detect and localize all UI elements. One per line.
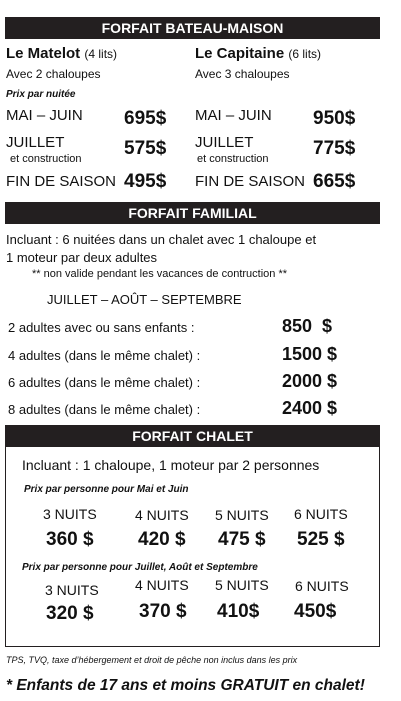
matelot-boats: Avec 2 chaloupes xyxy=(6,67,101,81)
chalet-price: 475 $ xyxy=(218,529,266,550)
familial-row-label: 4 adultes (dans le même chalet) : xyxy=(8,348,201,363)
familial-row-price: 2400 $ xyxy=(282,398,338,418)
familial-includes-line2: 1 moteur par deux adultes xyxy=(6,250,158,265)
capitaine-title: Le Capitaine (6 lits) xyxy=(195,45,322,62)
capitaine-boats: Avec 3 chaloupes xyxy=(195,67,290,81)
chalet-nights: 3 NUITS xyxy=(45,582,99,598)
familial-months: JUILLET – AOÛT – SEPTEMBRE xyxy=(47,292,242,307)
enfants-gratuit: * Enfants de 17 ans et moins GRATUIT en chalet! xyxy=(6,677,365,694)
bateau-row-label: MAI – JUIN xyxy=(195,107,272,124)
bateau-capitaine-price: 775$ xyxy=(313,138,356,159)
bateau-row-label: MAI – JUIN xyxy=(6,107,83,124)
bateau-capitaine-price: 950$ xyxy=(313,108,356,129)
chalet-ete-label: Prix par personne pour Juillet, Août et Septembre xyxy=(22,562,258,573)
chalet-nights: 5 NUITS xyxy=(215,507,269,523)
chalet-price: 420 $ xyxy=(138,529,186,550)
bateau-row-label: JUILLET xyxy=(6,134,65,151)
taxes-note: TPS, TVQ, taxe d’hébergement et droit de pêche non inclus dans les prix xyxy=(6,655,298,665)
chalet-nights: 6 NUITS xyxy=(294,506,348,522)
familial-row-label: 6 adultes (dans le même chalet) : xyxy=(8,375,201,390)
chalet-price: 525 $ xyxy=(297,529,345,550)
familial-includes-line1: Incluant : 6 nuitées dans un chalet avec 1 chaloupe et xyxy=(6,232,317,247)
chalet-mai-juin-label: Prix par personne pour Mai et Juin xyxy=(24,484,189,495)
bateau-row-label: FIN DE SAISON xyxy=(195,173,306,190)
bateau-capitaine-price: 665$ xyxy=(313,171,356,192)
chalet-price: 370 $ xyxy=(139,601,187,622)
bateau-header: FORFAIT BATEAU-MAISON xyxy=(5,17,380,39)
chalet-price: 320 $ xyxy=(46,603,94,624)
chalet-price: 360 $ xyxy=(46,529,94,550)
chalet-nights: 5 NUITS xyxy=(215,577,269,593)
matelot-title: Le Matelot (4 lits) xyxy=(6,45,118,62)
bateau-row-sub: et construction xyxy=(10,153,82,165)
familial-row-price: 2000 $ xyxy=(282,371,338,391)
familial-header: FORFAIT FAMILIAL xyxy=(5,202,380,224)
prix-par-nuitee-label: Prix par nuitée xyxy=(6,89,76,100)
bateau-row-label: FIN DE SAISON xyxy=(6,173,117,190)
chalet-nights: 4 NUITS xyxy=(135,577,189,593)
bateau-matelot-price: 695$ xyxy=(124,108,167,129)
bateau-matelot-price: 575$ xyxy=(124,138,167,159)
bateau-matelot-price: 495$ xyxy=(124,171,167,192)
familial-row-label: 2 adultes avec ou sans enfants : xyxy=(8,320,195,335)
chalet-price: 450$ xyxy=(294,601,337,622)
familial-row-price: 1500 $ xyxy=(282,344,338,364)
chalet-price: 410$ xyxy=(217,601,260,622)
bateau-row-sub: et construction xyxy=(197,153,269,165)
chalet-nights: 6 NUITS xyxy=(295,578,349,594)
familial-row-price: 850 $ xyxy=(282,316,333,336)
chalet-includes: Incluant : 1 chaloupe, 1 moteur par 2 personnes xyxy=(22,457,320,473)
familial-row-label: 8 adultes (dans le même chalet) : xyxy=(8,402,201,417)
familial-note: ** non valide pendant les vacances de contruction ** xyxy=(32,268,288,280)
chalet-header: FORFAIT CHALET xyxy=(5,425,380,447)
bateau-row-label: JUILLET xyxy=(195,134,254,151)
chalet-nights: 3 NUITS xyxy=(43,506,97,522)
chalet-nights: 4 NUITS xyxy=(135,507,189,523)
